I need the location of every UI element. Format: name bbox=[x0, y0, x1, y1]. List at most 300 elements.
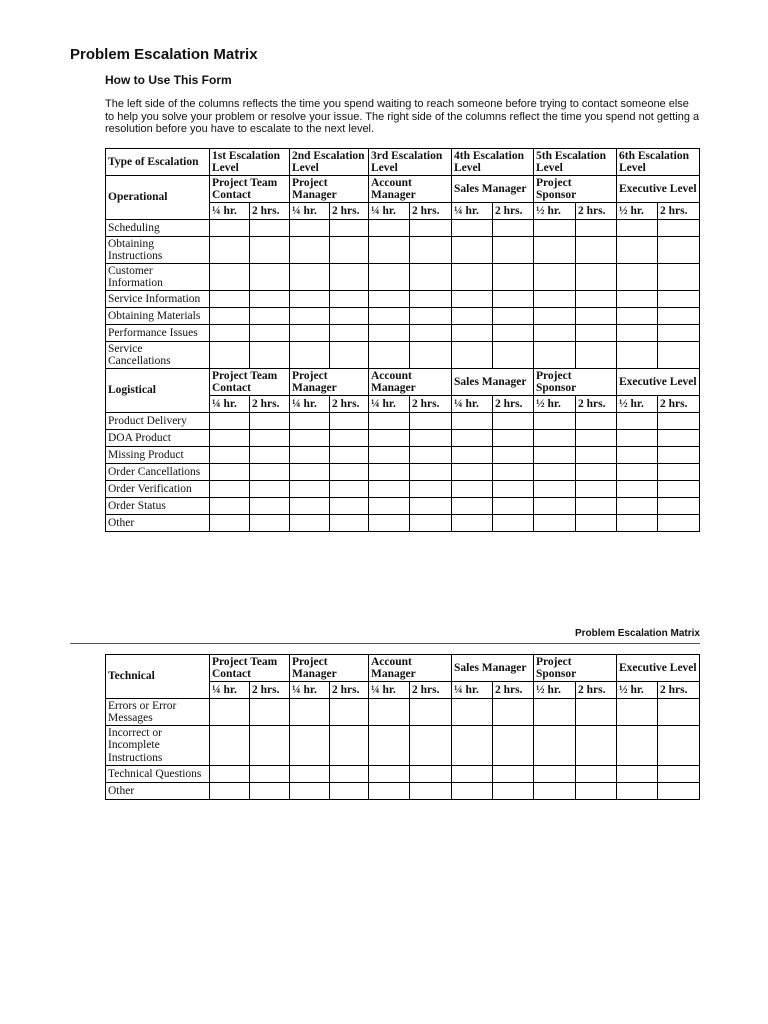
time-entry-cell[interactable] bbox=[410, 220, 452, 237]
issue-row bbox=[106, 783, 700, 800]
time-entry-cell[interactable] bbox=[493, 237, 534, 264]
escalation-level-header: 4th Escalation Level bbox=[452, 149, 534, 176]
time-entry-cell[interactable] bbox=[210, 515, 250, 532]
wait-time: ¼ hr. bbox=[369, 682, 410, 699]
time-entry-cell[interactable] bbox=[250, 515, 290, 532]
issue-label: Other bbox=[106, 515, 210, 532]
time-entry-cell[interactable] bbox=[493, 220, 534, 237]
time-entry-cell[interactable] bbox=[330, 430, 369, 447]
issue-row bbox=[106, 237, 700, 264]
time-entry-cell[interactable] bbox=[290, 342, 330, 369]
section-name: Operational bbox=[106, 176, 210, 220]
time-entry-cell[interactable] bbox=[330, 264, 369, 291]
time-entry-cell[interactable] bbox=[617, 447, 658, 464]
contact-row bbox=[106, 655, 700, 682]
time-entry-cell[interactable] bbox=[290, 766, 330, 783]
contact-role: Project Manager bbox=[290, 176, 369, 203]
time-entry-cell[interactable] bbox=[369, 464, 410, 481]
issue-row bbox=[106, 447, 700, 464]
time-entry-cell[interactable] bbox=[452, 342, 493, 369]
time-entry-cell[interactable] bbox=[452, 430, 493, 447]
issue-row bbox=[106, 342, 700, 369]
contact-role: Account Manager bbox=[369, 655, 452, 682]
time-entry-cell[interactable] bbox=[330, 220, 369, 237]
time-entry-cell[interactable] bbox=[369, 325, 410, 342]
issue-row bbox=[106, 308, 700, 325]
time-entry-cell[interactable] bbox=[617, 699, 658, 726]
time-entry-cell[interactable] bbox=[330, 726, 369, 766]
time-entry-cell[interactable] bbox=[617, 237, 658, 264]
resolve-time: 2 hrs. bbox=[410, 682, 452, 699]
issue-label: Scheduling bbox=[106, 220, 210, 237]
time-entry-cell[interactable] bbox=[452, 481, 493, 498]
time-entry-cell[interactable] bbox=[658, 413, 700, 430]
issue-row bbox=[106, 264, 700, 291]
section-name: Logistical bbox=[106, 369, 210, 413]
time-entry-cell[interactable] bbox=[410, 342, 452, 369]
resolve-time: 2 hrs. bbox=[658, 203, 700, 220]
time-entry-cell[interactable] bbox=[290, 447, 330, 464]
wait-time: ¼ hr. bbox=[210, 203, 250, 220]
time-entry-cell[interactable] bbox=[452, 447, 493, 464]
issue-row bbox=[106, 498, 700, 515]
time-entry-cell[interactable] bbox=[369, 220, 410, 237]
time-entry-cell[interactable] bbox=[493, 264, 534, 291]
time-entry-cell[interactable] bbox=[452, 783, 493, 800]
resolve-time: 2 hrs. bbox=[576, 203, 617, 220]
time-entry-cell[interactable] bbox=[330, 342, 369, 369]
resolve-time: 2 hrs. bbox=[330, 396, 369, 413]
time-entry-cell[interactable] bbox=[250, 447, 290, 464]
time-entry-cell[interactable] bbox=[617, 766, 658, 783]
time-entry-cell[interactable] bbox=[250, 220, 290, 237]
time-entry-cell[interactable] bbox=[250, 464, 290, 481]
resolve-time: 2 hrs. bbox=[250, 396, 290, 413]
time-entry-cell[interactable] bbox=[210, 726, 250, 766]
time-entry-cell[interactable] bbox=[493, 413, 534, 430]
time-entry-cell[interactable] bbox=[493, 481, 534, 498]
time-entry-cell[interactable] bbox=[369, 264, 410, 291]
resolve-time: 2 hrs. bbox=[576, 682, 617, 699]
time-entry-cell[interactable] bbox=[369, 515, 410, 532]
time-entry-cell[interactable] bbox=[330, 498, 369, 515]
issue-label: DOA Product bbox=[106, 430, 210, 447]
time-entry-cell[interactable] bbox=[210, 447, 250, 464]
time-entry-cell[interactable] bbox=[617, 325, 658, 342]
time-entry-cell[interactable] bbox=[493, 325, 534, 342]
time-entry-cell[interactable] bbox=[369, 726, 410, 766]
time-entry-cell[interactable] bbox=[534, 515, 576, 532]
time-entry-cell[interactable] bbox=[250, 342, 290, 369]
time-entry-cell[interactable] bbox=[410, 237, 452, 264]
time-entry-cell[interactable] bbox=[330, 464, 369, 481]
time-entry-cell[interactable] bbox=[410, 699, 452, 726]
time-entry-cell[interactable] bbox=[250, 264, 290, 291]
time-entry-cell[interactable] bbox=[452, 726, 493, 766]
time-entry-cell[interactable] bbox=[452, 325, 493, 342]
time-entry-cell[interactable] bbox=[210, 413, 250, 430]
wait-time: ¼ hr. bbox=[210, 396, 250, 413]
resolve-time: 2 hrs. bbox=[410, 396, 452, 413]
time-entry-cell[interactable] bbox=[534, 291, 576, 308]
time-entry-cell[interactable] bbox=[290, 291, 330, 308]
time-entry-cell[interactable] bbox=[410, 726, 452, 766]
issue-row bbox=[106, 726, 700, 766]
time-entry-cell[interactable] bbox=[576, 220, 617, 237]
issue-label: Order Cancellations bbox=[106, 464, 210, 481]
time-entry-cell[interactable] bbox=[250, 325, 290, 342]
time-entry-cell[interactable] bbox=[330, 237, 369, 264]
escalation-level-header: 3rd Escalation Level bbox=[369, 149, 452, 176]
resolve-time: 2 hrs. bbox=[493, 682, 534, 699]
time-entry-cell[interactable] bbox=[534, 220, 576, 237]
contact-role: Account Manager bbox=[369, 369, 452, 396]
time-entry-cell[interactable] bbox=[250, 699, 290, 726]
time-entry-cell[interactable] bbox=[210, 308, 250, 325]
how-to-heading: How to Use This Form bbox=[105, 73, 232, 87]
issue-label: Incorrect or Incomplete Instructions bbox=[106, 726, 210, 766]
time-entry-cell[interactable] bbox=[290, 325, 330, 342]
contact-row bbox=[106, 369, 700, 396]
time-entry-cell[interactable] bbox=[369, 237, 410, 264]
time-entry-cell[interactable] bbox=[452, 498, 493, 515]
time-entry-cell[interactable] bbox=[452, 515, 493, 532]
time-entry-cell[interactable] bbox=[576, 413, 617, 430]
time-entry-cell[interactable] bbox=[250, 481, 290, 498]
time-entry-cell[interactable] bbox=[617, 342, 658, 369]
time-entry-cell[interactable] bbox=[534, 498, 576, 515]
resolve-time: 2 hrs. bbox=[493, 203, 534, 220]
time-entry-cell[interactable] bbox=[452, 464, 493, 481]
issue-label: Order Status bbox=[106, 498, 210, 515]
issue-row bbox=[106, 515, 700, 532]
issue-label: Performance Issues bbox=[106, 325, 210, 342]
contact-role: Sales Manager bbox=[452, 369, 534, 396]
time-entry-cell[interactable] bbox=[658, 766, 700, 783]
wait-time: ½ hr. bbox=[617, 682, 658, 699]
time-entry-cell[interactable] bbox=[290, 308, 330, 325]
time-entry-cell[interactable] bbox=[290, 783, 330, 800]
time-entry-cell[interactable] bbox=[658, 481, 700, 498]
time-entry-cell[interactable] bbox=[210, 464, 250, 481]
time-entry-cell[interactable] bbox=[369, 342, 410, 369]
time-entry-cell[interactable] bbox=[290, 220, 330, 237]
time-entry-cell[interactable] bbox=[290, 413, 330, 430]
time-entry-cell[interactable] bbox=[210, 220, 250, 237]
issue-row bbox=[106, 699, 700, 726]
time-entry-cell[interactable] bbox=[534, 342, 576, 369]
page-title: Problem Escalation Matrix bbox=[70, 46, 258, 63]
time-entry-cell[interactable] bbox=[410, 766, 452, 783]
escalation-level-header: 2nd Escalation Level bbox=[290, 149, 369, 176]
contact-role: Project Team Contact bbox=[210, 176, 290, 203]
time-entry-cell[interactable] bbox=[452, 237, 493, 264]
time-entry-cell[interactable] bbox=[330, 291, 369, 308]
time-entry-cell[interactable] bbox=[290, 481, 330, 498]
time-entry-cell[interactable] bbox=[330, 413, 369, 430]
time-entry-cell[interactable] bbox=[617, 413, 658, 430]
time-entry-cell[interactable] bbox=[369, 291, 410, 308]
time-entry-cell[interactable] bbox=[534, 766, 576, 783]
issue-row bbox=[106, 430, 700, 447]
time-entry-cell[interactable] bbox=[576, 447, 617, 464]
time-entry-cell[interactable] bbox=[617, 264, 658, 291]
wait-time: ½ hr. bbox=[617, 203, 658, 220]
issue-label: Obtaining Materials bbox=[106, 308, 210, 325]
time-entry-cell[interactable] bbox=[210, 342, 250, 369]
contact-role: Project Team Contact bbox=[210, 655, 290, 682]
time-entry-cell[interactable] bbox=[576, 699, 617, 726]
time-entry-cell[interactable] bbox=[576, 481, 617, 498]
time-entry-cell[interactable] bbox=[330, 447, 369, 464]
time-entry-cell[interactable] bbox=[369, 447, 410, 464]
contact-role: Project Manager bbox=[290, 655, 369, 682]
time-entry-cell[interactable] bbox=[410, 783, 452, 800]
time-entry-cell[interactable] bbox=[534, 237, 576, 264]
time-entry-cell[interactable] bbox=[369, 699, 410, 726]
time-entry-cell[interactable] bbox=[658, 291, 700, 308]
time-entry-cell[interactable] bbox=[369, 481, 410, 498]
time-entry-cell[interactable] bbox=[210, 325, 250, 342]
time-entry-cell[interactable] bbox=[493, 699, 534, 726]
time-entry-cell[interactable] bbox=[493, 783, 534, 800]
time-entry-cell[interactable] bbox=[410, 308, 452, 325]
type-of-escalation-label: Type of Escalation bbox=[106, 149, 210, 176]
wait-time: ½ hr. bbox=[534, 203, 576, 220]
time-entry-cell[interactable] bbox=[290, 464, 330, 481]
time-entry-cell[interactable] bbox=[658, 264, 700, 291]
time-entry-cell[interactable] bbox=[658, 325, 700, 342]
wait-time: ½ hr. bbox=[534, 396, 576, 413]
contact-row bbox=[106, 176, 700, 203]
escalation-table-page-2 bbox=[105, 654, 700, 800]
time-entry-cell[interactable] bbox=[410, 325, 452, 342]
time-entry-cell[interactable] bbox=[210, 498, 250, 515]
time-entry-cell[interactable] bbox=[617, 726, 658, 766]
time-entry-cell[interactable] bbox=[534, 413, 576, 430]
time-entry-cell[interactable] bbox=[210, 699, 250, 726]
time-entry-cell[interactable] bbox=[534, 699, 576, 726]
time-entry-cell[interactable] bbox=[369, 308, 410, 325]
time-entry-cell[interactable] bbox=[369, 783, 410, 800]
time-entry-cell[interactable] bbox=[210, 237, 250, 264]
time-entry-cell[interactable] bbox=[210, 430, 250, 447]
time-entry-cell[interactable] bbox=[534, 464, 576, 481]
time-entry-cell[interactable] bbox=[534, 325, 576, 342]
escalation-level-header: 1st Escalation Level bbox=[210, 149, 290, 176]
time-entry-cell[interactable] bbox=[658, 498, 700, 515]
time-entry-cell[interactable] bbox=[210, 783, 250, 800]
time-entry-cell[interactable] bbox=[250, 498, 290, 515]
time-entry-cell[interactable] bbox=[658, 220, 700, 237]
time-entry-cell[interactable] bbox=[576, 783, 617, 800]
time-entry-cell[interactable] bbox=[250, 430, 290, 447]
time-entry-cell[interactable] bbox=[250, 308, 290, 325]
time-entry-cell[interactable] bbox=[250, 783, 290, 800]
time-entry-cell[interactable] bbox=[576, 464, 617, 481]
time-entry-cell[interactable] bbox=[658, 515, 700, 532]
contact-role: Project Sponsor bbox=[534, 369, 617, 396]
time-entry-cell[interactable] bbox=[617, 481, 658, 498]
time-entry-cell[interactable] bbox=[493, 515, 534, 532]
time-entry-cell[interactable] bbox=[330, 783, 369, 800]
time-entry-cell[interactable] bbox=[290, 430, 330, 447]
time-entry-cell[interactable] bbox=[658, 430, 700, 447]
wait-time: ½ hr. bbox=[617, 396, 658, 413]
issue-row bbox=[106, 766, 700, 783]
time-entry-cell[interactable] bbox=[493, 726, 534, 766]
time-entry-cell[interactable] bbox=[290, 237, 330, 264]
contact-role: Project Sponsor bbox=[534, 655, 617, 682]
time-entry-cell[interactable] bbox=[330, 699, 369, 726]
time-entry-cell[interactable] bbox=[617, 308, 658, 325]
time-entry-cell[interactable] bbox=[410, 498, 452, 515]
contact-role: Project Manager bbox=[290, 369, 369, 396]
time-entry-cell[interactable] bbox=[493, 308, 534, 325]
time-entry-cell[interactable] bbox=[330, 308, 369, 325]
time-entry-cell[interactable] bbox=[576, 726, 617, 766]
time-entry-cell[interactable] bbox=[369, 766, 410, 783]
time-entry-cell[interactable] bbox=[290, 515, 330, 532]
contact-role: Sales Manager bbox=[452, 655, 534, 682]
time-entry-cell[interactable] bbox=[658, 342, 700, 369]
time-entry-cell[interactable] bbox=[493, 464, 534, 481]
issue-label: Order Verification bbox=[106, 481, 210, 498]
footer-divider bbox=[70, 643, 700, 644]
time-entry-cell[interactable] bbox=[210, 291, 250, 308]
time-entry-cell[interactable] bbox=[493, 291, 534, 308]
issue-label: Other bbox=[106, 783, 210, 800]
time-entry-cell[interactable] bbox=[658, 237, 700, 264]
time-entry-cell[interactable] bbox=[658, 699, 700, 726]
time-entry-cell[interactable] bbox=[658, 464, 700, 481]
time-entry-cell[interactable] bbox=[410, 291, 452, 308]
time-entry-cell[interactable] bbox=[534, 481, 576, 498]
time-entry-cell[interactable] bbox=[534, 783, 576, 800]
time-entry-cell[interactable] bbox=[493, 342, 534, 369]
time-entry-cell[interactable] bbox=[290, 699, 330, 726]
time-entry-cell[interactable] bbox=[330, 325, 369, 342]
time-entry-cell[interactable] bbox=[617, 498, 658, 515]
time-entry-cell[interactable] bbox=[290, 726, 330, 766]
time-entry-cell[interactable] bbox=[617, 430, 658, 447]
time-entry-cell[interactable] bbox=[410, 515, 452, 532]
time-entry-cell[interactable] bbox=[250, 291, 290, 308]
escalation-level-header: 6th Escalation Level bbox=[617, 149, 700, 176]
time-entry-cell[interactable] bbox=[369, 498, 410, 515]
issue-label: Product Delivery bbox=[106, 413, 210, 430]
time-entry-cell[interactable] bbox=[576, 430, 617, 447]
time-entry-cell[interactable] bbox=[493, 766, 534, 783]
time-entry-cell[interactable] bbox=[452, 308, 493, 325]
time-entry-cell[interactable] bbox=[369, 430, 410, 447]
time-entry-cell[interactable] bbox=[452, 264, 493, 291]
time-entry-cell[interactable] bbox=[576, 291, 617, 308]
time-entry-cell[interactable] bbox=[534, 726, 576, 766]
contact-role: Executive Level bbox=[617, 176, 700, 203]
time-entry-cell[interactable] bbox=[452, 220, 493, 237]
resolve-time: 2 hrs. bbox=[250, 682, 290, 699]
time-entry-cell[interactable] bbox=[617, 464, 658, 481]
time-entry-cell[interactable] bbox=[576, 515, 617, 532]
resolve-time: 2 hrs. bbox=[658, 396, 700, 413]
time-entry-cell[interactable] bbox=[658, 447, 700, 464]
time-entry-cell[interactable] bbox=[576, 325, 617, 342]
issue-label: Obtaining Instructions bbox=[106, 237, 210, 264]
time-entry-cell[interactable] bbox=[576, 264, 617, 291]
time-entry-cell[interactable] bbox=[250, 766, 290, 783]
time-entry-cell[interactable] bbox=[210, 481, 250, 498]
resolve-time: 2 hrs. bbox=[250, 203, 290, 220]
time-entry-cell[interactable] bbox=[210, 264, 250, 291]
time-entry-cell[interactable] bbox=[534, 447, 576, 464]
time-entry-cell[interactable] bbox=[493, 498, 534, 515]
time-entry-cell[interactable] bbox=[576, 308, 617, 325]
time-entry-cell[interactable] bbox=[493, 447, 534, 464]
wait-time: ¼ hr. bbox=[290, 682, 330, 699]
issue-row bbox=[106, 220, 700, 237]
time-entry-cell[interactable] bbox=[617, 291, 658, 308]
time-entry-cell[interactable] bbox=[330, 766, 369, 783]
time-entry-cell[interactable] bbox=[452, 699, 493, 726]
time-entry-cell[interactable] bbox=[410, 447, 452, 464]
time-entry-cell[interactable] bbox=[452, 413, 493, 430]
time-entry-cell[interactable] bbox=[617, 220, 658, 237]
time-entry-cell[interactable] bbox=[576, 342, 617, 369]
time-entry-cell[interactable] bbox=[493, 430, 534, 447]
issue-row bbox=[106, 464, 700, 481]
time-entry-cell[interactable] bbox=[534, 430, 576, 447]
time-entry-cell[interactable] bbox=[410, 413, 452, 430]
resolve-time: 2 hrs. bbox=[410, 203, 452, 220]
time-entry-cell[interactable] bbox=[658, 308, 700, 325]
wait-time: ¼ hr. bbox=[369, 203, 410, 220]
time-entry-cell[interactable] bbox=[410, 464, 452, 481]
time-entry-cell[interactable] bbox=[250, 726, 290, 766]
issue-label: Service Information bbox=[106, 291, 210, 308]
escalation-level-header: 5th Escalation Level bbox=[534, 149, 617, 176]
time-entry-cell[interactable] bbox=[576, 766, 617, 783]
time-entry-cell[interactable] bbox=[452, 291, 493, 308]
time-entry-cell[interactable] bbox=[534, 264, 576, 291]
time-entry-cell[interactable] bbox=[369, 413, 410, 430]
time-entry-cell[interactable] bbox=[250, 237, 290, 264]
time-entry-cell[interactable] bbox=[534, 308, 576, 325]
time-entry-cell[interactable] bbox=[452, 766, 493, 783]
time-entry-cell[interactable] bbox=[250, 413, 290, 430]
time-entry-cell[interactable] bbox=[330, 515, 369, 532]
time-entry-cell[interactable] bbox=[658, 726, 700, 766]
contact-role: Account Manager bbox=[369, 176, 452, 203]
time-entry-cell[interactable] bbox=[576, 237, 617, 264]
contact-role: Sales Manager bbox=[452, 176, 534, 203]
time-entry-cell[interactable] bbox=[576, 498, 617, 515]
time-entry-cell[interactable] bbox=[410, 430, 452, 447]
time-entry-cell[interactable] bbox=[658, 783, 700, 800]
time-entry-cell[interactable] bbox=[330, 481, 369, 498]
time-entry-cell[interactable] bbox=[290, 264, 330, 291]
time-entry-cell[interactable] bbox=[410, 481, 452, 498]
wait-time: ¼ hr. bbox=[210, 682, 250, 699]
contact-role: Executive Level bbox=[617, 655, 700, 682]
time-entry-cell[interactable] bbox=[617, 783, 658, 800]
resolve-time: 2 hrs. bbox=[330, 682, 369, 699]
time-entry-cell[interactable] bbox=[410, 264, 452, 291]
time-entry-cell[interactable] bbox=[617, 515, 658, 532]
issue-label: Technical Questions bbox=[106, 766, 210, 783]
time-entry-cell[interactable] bbox=[290, 498, 330, 515]
time-entry-cell[interactable] bbox=[210, 766, 250, 783]
